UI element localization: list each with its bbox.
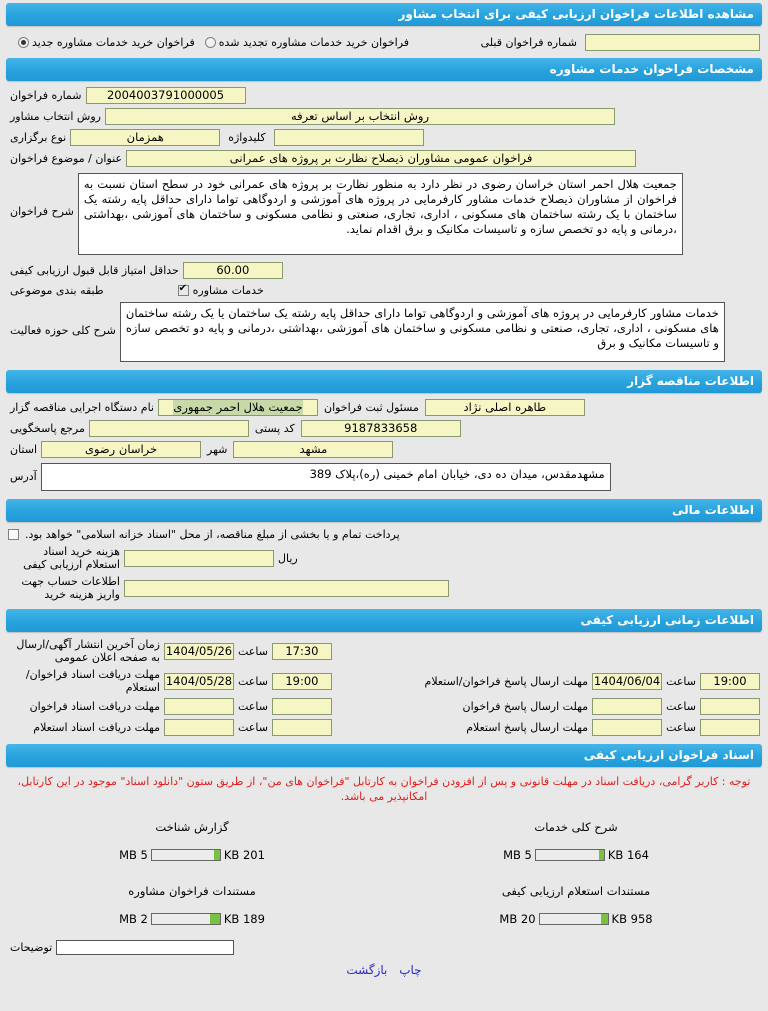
timing-row xyxy=(0,666,768,696)
document-progress-bar xyxy=(151,849,221,861)
timing-left-time-input[interactable] xyxy=(700,719,760,736)
radio-option-renewed-label: فراخوان خرید خدمات مشاوره تجدید شده xyxy=(218,36,410,49)
section-header-financial: اطلاعات مالی xyxy=(6,499,762,522)
timing-right-label: زمان آخرین انتشار آگهی/ارسال به صفحه اعلان عمومی xyxy=(16,638,160,664)
radio-renewed-icon[interactable] xyxy=(205,37,216,48)
timing-right-time-input[interactable] xyxy=(272,698,332,715)
timing-right-time-input[interactable]: 19:00 xyxy=(272,673,332,690)
timing-row xyxy=(0,717,768,738)
document-progress-bar xyxy=(151,913,221,925)
call-number-label: شماره فراخوان xyxy=(10,89,82,102)
row-org-registrar xyxy=(0,397,768,418)
row-min-score xyxy=(0,257,768,281)
checkbox-treasury-icon[interactable] xyxy=(8,529,19,540)
doc-cost-input[interactable] xyxy=(124,550,274,567)
timing-right-label: مهلت دریافت اسناد فراخوان/استعلام xyxy=(25,668,160,694)
previous-call-number-label: شماره فراخوان قبلی xyxy=(480,36,577,49)
org-name-input[interactable] xyxy=(158,399,318,416)
row-address xyxy=(0,460,768,493)
province-input[interactable]: خراسان رضوی xyxy=(41,441,201,458)
document-current-size: 958 KB xyxy=(611,912,653,926)
registrar-label: مسئول ثبت فراخوان xyxy=(323,401,419,414)
document-max-size: 5 MB xyxy=(119,848,148,862)
page-title: مشاهده اطلاعات فراخوان ارزیابی کیفی برای انتخاب مشاور xyxy=(6,3,762,26)
timing-left-label: مهلت ارسال پاسخ فراخوان xyxy=(462,700,589,713)
org-name-value: جمعیت هلال احمر جمهوری xyxy=(173,400,303,414)
row-comments xyxy=(0,940,768,957)
selection-method-label: روش انتخاب مشاور xyxy=(10,110,101,123)
address-textarea[interactable]: مشهدمقدس، میدان ده دی، خیابان امام خمینی (ره)،پلاک 389 xyxy=(41,463,611,491)
section-header-timing: اطلاعات زمانی ارزیابی کیفی xyxy=(6,609,762,632)
document-progress-bar xyxy=(535,849,605,861)
section-header-employer: اطلاعات مناقصه گزار xyxy=(6,370,762,393)
postal-code-input[interactable]: 9187833658 xyxy=(301,420,461,437)
document-item xyxy=(384,876,768,940)
row-subject xyxy=(0,148,768,169)
radio-option-new[interactable] xyxy=(18,36,195,49)
city-input[interactable]: مشهد xyxy=(233,441,393,458)
document-current-size: 189 KB xyxy=(223,912,265,926)
document-title: گزارش شناخت xyxy=(155,820,229,834)
postal-code-label: کد پستی xyxy=(254,422,295,435)
document-progress-fill xyxy=(599,850,604,860)
holding-type-label: نوع برگزاری xyxy=(10,131,67,144)
document-size-bar xyxy=(384,912,768,926)
timing-left-label: مهلت ارسال پاسخ فراخوان/استعلام xyxy=(424,674,589,688)
timing-right-date-input[interactable] xyxy=(164,719,234,736)
timing-left-date-input[interactable] xyxy=(592,719,662,736)
description-textarea[interactable]: جمعیت هلال احمر استان خراسان رضوی در نظر دارد به منظور نظارت بر پروژه های عمرانی خود در سطح استان نسبت به فراخوان از مشاوران ذیصلاح خدمات مشاور کارفرمایی در پروژه های آموزشی و اردوگاهی تواما دارای حداقل پایه رشته یک ساختمان با یک رشته ساختمان های مسکونی ، اداری، تجاری، صنعتی و نظامی مسکونی و ساختمان های آموزشی ،بهداشتی ،درمانی و پایه دو تخصص سازه و تاسیسات مکانیک و برق اقدام نماید. xyxy=(78,173,683,255)
min-score-label: حداقل امتیاز قابل قبول ارزیابی کیفی xyxy=(10,264,179,277)
print-link[interactable]: چاپ xyxy=(399,963,422,977)
document-size-bar xyxy=(0,848,384,862)
document-max-size: 5 MB xyxy=(503,848,532,862)
section-header-documents: اسناد فراخوان ارزیابی کیفی xyxy=(6,744,762,767)
timing-left-label: مهلت ارسال پاسخ استعلام xyxy=(466,721,589,734)
classification-label: طبقه بندی موضوعی xyxy=(10,284,104,297)
section-header-specs: مشخصات فراخوان خدمات مشاوره xyxy=(6,58,762,81)
account-info-label: اطلاعات حساب جهت واریز هزینه خرید xyxy=(21,575,120,601)
doc-cost-label: هزینه خرید اسناد استعلام ارزیابی کیفی xyxy=(23,545,120,571)
row-activity-scope xyxy=(0,299,768,364)
address-label: آدرس xyxy=(10,470,37,483)
min-score-input[interactable]: 60.00 xyxy=(183,262,283,279)
row-doc-cost xyxy=(0,543,768,573)
timing-rows-container xyxy=(0,636,768,738)
activity-scope-label: شرح کلی حوزه فعالیت xyxy=(10,324,116,337)
timing-left-date-input[interactable] xyxy=(592,698,662,715)
document-progress-bar xyxy=(539,913,609,925)
timing-row xyxy=(0,636,768,666)
timing-right-date-input[interactable] xyxy=(164,698,234,715)
timing-left-date-input[interactable]: 1404/06/04 xyxy=(593,673,661,688)
previous-call-number-input[interactable] xyxy=(585,34,760,51)
subject-input[interactable]: فراخوان عمومی مشاوران ذیصلاح نظارت بر پروژه های عمرانی xyxy=(126,150,636,167)
back-link[interactable]: بازگشت xyxy=(346,963,388,977)
document-size-bar xyxy=(384,848,768,862)
doc-cost-unit: ریال xyxy=(278,551,298,565)
document-progress-fill xyxy=(214,850,220,860)
row-province-city xyxy=(0,439,768,460)
description-label: شرح فراخوان xyxy=(10,205,74,218)
contact-ref-input[interactable] xyxy=(89,420,249,437)
org-name-label: نام دستگاه اجرایی مناقصه گزار xyxy=(10,401,154,414)
timing-right-date-input[interactable]: 1404/05/26 xyxy=(165,643,233,658)
document-progress-fill xyxy=(210,914,220,924)
keyword-label: کلیدواژه xyxy=(228,131,266,144)
row-holding-type xyxy=(0,127,768,148)
document-title: شرح کلی خدمات xyxy=(534,820,618,834)
classification-checkbox-group[interactable] xyxy=(178,284,264,297)
row-description xyxy=(0,169,768,257)
row-classification xyxy=(0,281,768,299)
timing-right-label: مهلت دریافت اسناد استعلام xyxy=(33,721,160,734)
timing-left-time-input[interactable] xyxy=(700,698,760,715)
document-current-size: 201 KB xyxy=(223,848,265,862)
checkbox-consulting-services-icon[interactable] xyxy=(178,285,189,296)
comments-label: توضیحات xyxy=(10,941,53,954)
radio-new-icon[interactable] xyxy=(18,37,29,48)
documents-grid xyxy=(0,808,768,940)
radio-option-new-label: فراخوان خرید خدمات مشاوره جدید xyxy=(32,36,195,49)
row-call-number xyxy=(0,85,768,106)
row-selection-method xyxy=(0,106,768,127)
document-max-size: 2 MB xyxy=(119,912,148,926)
contact-ref-label: مرجع پاسخگویی xyxy=(10,422,85,435)
document-item xyxy=(384,812,768,876)
province-label: استان xyxy=(10,443,38,456)
row-treasury-note xyxy=(0,526,768,543)
document-max-size: 20 MB xyxy=(499,912,536,926)
timing-right-time-unit: ساعت xyxy=(238,644,268,658)
document-size-bar xyxy=(0,912,384,926)
row-account-info xyxy=(0,573,768,603)
timing-right-time-unit: ساعت xyxy=(238,700,268,713)
timing-right-date-input[interactable]: 1404/05/28 xyxy=(165,673,233,688)
timing-right-time-input[interactable] xyxy=(272,719,332,736)
document-title: مستندات فراخوان مشاوره xyxy=(128,884,256,898)
subject-label: عنوان / موضوع فراخوان xyxy=(10,152,123,165)
selection-method-input[interactable]: روش انتخاب بر اساس تعرفه xyxy=(105,108,615,125)
documents-warning: توجه : کاربر گرامی، دریافت اسناد در مهلت قانونی و پس از افزودن فراخوان به کارتابل "فراخوان های من"، از طریق ستون "دانلود اسناد" موجود در این کارتابل، امکانپذیر می باشد. xyxy=(17,775,751,803)
account-info-input[interactable] xyxy=(124,580,449,597)
comments-input[interactable] xyxy=(56,940,234,955)
timing-left-time-unit: ساعت xyxy=(666,721,696,734)
keyword-input[interactable] xyxy=(274,129,424,146)
document-item xyxy=(0,812,384,876)
row-contact-postal xyxy=(0,418,768,439)
timing-left-time-unit: ساعت xyxy=(666,674,696,688)
timing-row xyxy=(0,696,768,717)
call-type-row xyxy=(0,30,768,55)
document-progress-fill xyxy=(601,914,607,924)
timing-left-time-input[interactable]: 19:00 xyxy=(700,673,760,690)
timing-right-time-unit: ساعت xyxy=(238,674,268,688)
call-number-input[interactable]: 2004003791000005 xyxy=(86,87,246,104)
timing-left-time-unit: ساعت xyxy=(666,700,696,713)
city-label: شهر xyxy=(207,443,228,456)
treasury-note-label: پرداخت تمام و یا بخشی از مبلغ مناقصه، از محل "اسناد خزانه اسلامی" خواهد بود. xyxy=(25,528,400,541)
holding-type-input[interactable]: همزمان xyxy=(70,129,220,146)
page-root xyxy=(0,3,768,977)
timing-right-time-unit: ساعت xyxy=(238,721,268,734)
document-title: مستندات استعلام ارزیابی کیفی xyxy=(501,884,651,898)
document-current-size: 164 KB xyxy=(607,848,649,862)
document-item xyxy=(0,876,384,940)
classification-checkbox-label: خدمات مشاوره xyxy=(192,284,264,297)
timing-right-label: مهلت دریافت اسناد فراخوان xyxy=(29,700,160,713)
footer-links xyxy=(0,957,768,977)
radio-option-renewed[interactable] xyxy=(205,36,409,49)
activity-scope-textarea[interactable]: خدمات مشاور کارفرمایی در پروژه های آموزشی و اردوگاهی تواما دارای حداقل پایه رشته یک ساختمان یا یک رشته ساختمان های مسکونی ، اداری، تجاری، صنعتی و نظامی مسکونی و ساختمان های آموزشی ،بهداشتی ،درمانی و پایه دو تخصص سازه و تاسیسات مکانیک و برق xyxy=(120,302,725,362)
registrar-input[interactable]: طاهره اصلی نژاد xyxy=(425,399,585,416)
timing-right-time-input[interactable]: 17:30 xyxy=(272,643,332,660)
